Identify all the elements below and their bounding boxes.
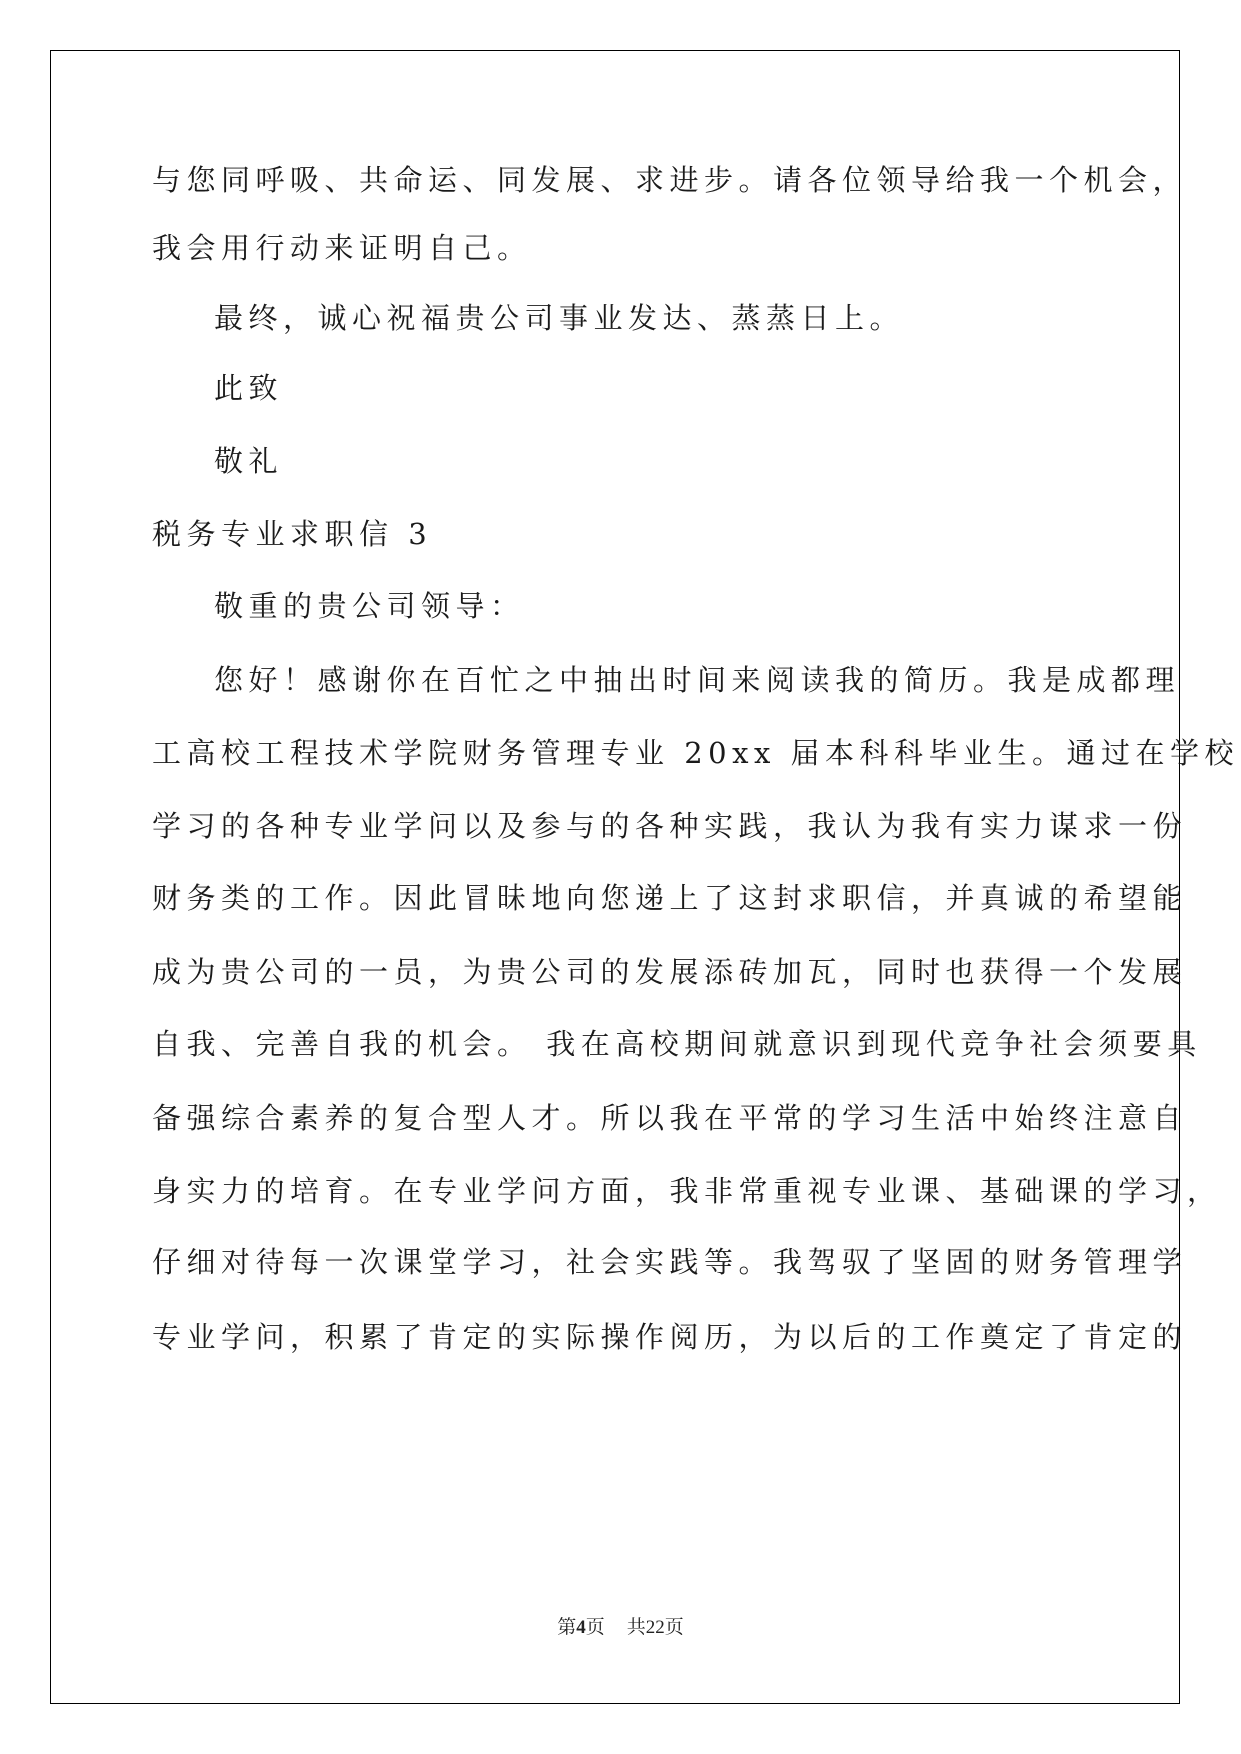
body-line: 成为贵公司的一员，为贵公司的发展添砖加瓦，同时也获得一个发展 — [152, 955, 1188, 989]
greeting: 敬重的贵公司领导： — [214, 589, 525, 623]
page-suffix: 页 — [585, 1617, 605, 1638]
body-line: 我会用行动来证明自己。 — [152, 231, 532, 265]
section-heading: 税务专业求职信 3 — [152, 517, 433, 551]
salutation-closing: 此致 — [214, 371, 284, 405]
page-footer — [0, 1612, 1241, 1639]
body-line: 仔细对待每一次课堂学习，社会实践等。我驾驭了坚固的财务管理学 — [152, 1245, 1188, 1279]
body-line: 自我、完善自我的机会。 我在高校期间就意识到现代竞争社会须要具 — [152, 1027, 1202, 1061]
total-suffix: 页 — [664, 1617, 684, 1638]
body-line: 专业学问，积累了肯定的实际操作阅历，为以后的工作奠定了肯定的 — [152, 1320, 1188, 1354]
body-line: 财务类的工作。因此冒昧地向您递上了这封求职信，并真诚的希望能 — [152, 881, 1188, 915]
body-line: 备强综合素养的复合型人才。所以我在平常的学习生活中始终注意自 — [152, 1101, 1188, 1135]
body-line: 学习的各种专业学问以及参与的各种实践，我认为我有实力谋求一份 — [152, 809, 1188, 843]
body-line: 身实力的培育。在专业学问方面，我非常重视专业课、基础课的学习， — [152, 1174, 1222, 1208]
body-line: 您好！感谢你在百忙之中抽出时间来阅读我的简历。我是成都理 — [214, 663, 1181, 697]
body-line: 工高校工程技术学院财务管理专业 20xx 届本科科毕业生。通过在学校 — [152, 736, 1240, 770]
total-prefix: 共 — [626, 1617, 646, 1638]
page-number: 4 — [576, 1617, 586, 1638]
body-line: 与您同呼吸、共命运、同发展、求进步。请各位领导给我一个机会， — [152, 163, 1188, 197]
closing-wish: 最终，诚心祝福贵公司事业发达、蒸蒸日上。 — [214, 301, 905, 335]
salutation-respect: 敬礼 — [214, 444, 284, 478]
page-prefix: 第 — [557, 1617, 577, 1638]
total-pages: 22 — [645, 1617, 665, 1638]
